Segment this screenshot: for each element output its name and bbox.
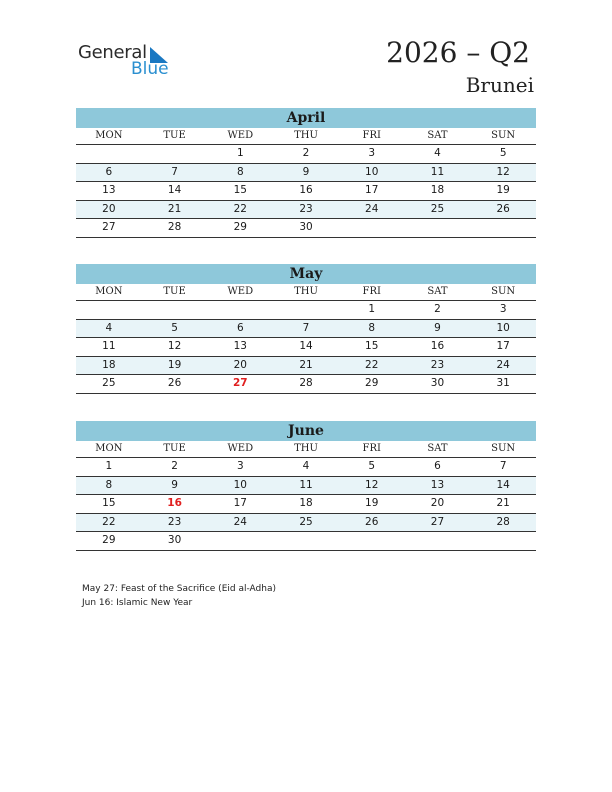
- day-cell: [470, 532, 536, 550]
- day-cell: 19: [496, 184, 510, 196]
- week-row: [76, 301, 536, 320]
- day-cell: 10: [365, 165, 379, 178]
- day-cell: 23: [167, 515, 182, 528]
- day-cell: 23: [430, 358, 445, 371]
- day-cell: 24: [365, 202, 379, 215]
- day-cell: 15: [365, 340, 379, 352]
- month-title: June: [76, 421, 536, 441]
- day-cell: 11: [102, 340, 116, 352]
- day-cell: 4: [105, 321, 113, 334]
- logo-word-blue: Blue: [131, 59, 169, 79]
- weekday-header-row: [76, 128, 536, 145]
- day-cell: 15: [102, 497, 116, 509]
- day-cell: 8: [105, 478, 113, 491]
- day-cell: 2: [171, 460, 178, 472]
- day-cell: 22: [365, 358, 379, 371]
- day-cell: [405, 532, 471, 550]
- weekday-label: WED: [227, 443, 254, 454]
- day-cell: 18: [102, 358, 116, 371]
- day-cell: 12: [167, 340, 182, 352]
- week-row: [76, 495, 536, 514]
- day-cell: 16: [299, 184, 313, 196]
- day-cell: [273, 532, 339, 550]
- holiday-notes: [82, 582, 276, 610]
- weekday-header-row: [76, 284, 536, 301]
- day-cell: 21: [167, 202, 182, 215]
- day-cell: 30: [167, 534, 182, 546]
- week-row: [76, 182, 536, 201]
- weekday-label: SUN: [491, 286, 516, 297]
- logo-word-general: General: [78, 42, 147, 63]
- weekday-label: FRI: [362, 130, 381, 141]
- day-cell: 12: [496, 165, 510, 178]
- weekday-label: WED: [227, 286, 254, 297]
- page-title: 2026 – Q2: [386, 36, 530, 69]
- day-cell: 29: [365, 377, 379, 389]
- day-cell: 9: [171, 478, 178, 491]
- week-row: [76, 477, 536, 496]
- month-calendar-april: [76, 108, 536, 238]
- day-cell: 14: [496, 478, 510, 491]
- week-row: [76, 375, 536, 394]
- day-cell: 24: [496, 358, 510, 371]
- day-cell: [405, 219, 471, 237]
- day-cell: [207, 532, 273, 550]
- month-title: May: [76, 264, 536, 284]
- day-cell: 20: [430, 497, 445, 509]
- day-cell: 16: [167, 497, 182, 509]
- day-cell: 3: [368, 147, 376, 159]
- week-row: [76, 145, 536, 164]
- holiday-note: Jun 16: Islamic New Year: [82, 598, 193, 608]
- day-cell: [76, 301, 142, 319]
- day-cell: 30: [299, 221, 313, 233]
- day-cell: 17: [365, 184, 379, 196]
- day-cell: 2: [302, 147, 310, 159]
- day-cell: 14: [167, 184, 182, 196]
- weekday-label: THU: [294, 443, 318, 454]
- day-cell: [339, 532, 405, 550]
- day-cell: 1: [236, 147, 244, 159]
- day-cell: 29: [233, 221, 247, 233]
- day-cell: 4: [302, 460, 310, 472]
- day-cell: 5: [171, 321, 178, 334]
- day-cell: 28: [496, 515, 510, 528]
- day-cell: 18: [430, 184, 445, 196]
- day-cell: 17: [496, 340, 510, 352]
- day-cell: 9: [434, 321, 441, 334]
- day-cell: 21: [496, 497, 510, 509]
- day-cell: 2: [434, 303, 441, 315]
- week-row: [76, 514, 536, 533]
- day-cell: 8: [236, 165, 244, 178]
- day-cell: 22: [102, 515, 116, 528]
- weekday-label: SUN: [491, 443, 516, 454]
- day-cell: 19: [167, 358, 182, 371]
- holiday-note: May 27: Feast of the Sacrifice (Eid al-Adha): [82, 584, 276, 594]
- day-cell: 13: [430, 478, 445, 491]
- day-cell: 13: [102, 184, 116, 196]
- day-cell: 4: [434, 147, 441, 159]
- day-cell: 15: [233, 184, 247, 196]
- day-cell: 9: [302, 165, 310, 178]
- day-cell: 6: [105, 165, 113, 178]
- weekday-label: SAT: [427, 130, 448, 141]
- day-cell: 25: [299, 515, 313, 528]
- day-cell: 3: [236, 460, 244, 472]
- day-cell: 31: [496, 377, 510, 389]
- week-row: [76, 458, 536, 477]
- day-cell: 20: [233, 358, 247, 371]
- month-title: April: [76, 108, 536, 128]
- weekday-label: MON: [95, 286, 123, 297]
- day-cell: [273, 301, 339, 319]
- day-cell: 10: [496, 321, 510, 334]
- day-cell: 5: [368, 460, 376, 472]
- day-cell: 14: [299, 340, 313, 352]
- day-cell: 3: [499, 303, 507, 315]
- day-cell: [339, 219, 405, 237]
- day-cell: 6: [434, 460, 441, 472]
- day-cell: 22: [233, 202, 247, 215]
- day-cell: 17: [233, 497, 247, 509]
- day-cell: [470, 219, 536, 237]
- day-cell: 1: [105, 460, 113, 472]
- day-cell: 27: [102, 221, 116, 233]
- week-row: [76, 201, 536, 220]
- day-cell: 25: [102, 377, 116, 389]
- weekday-label: THU: [294, 130, 318, 141]
- weekday-header-row: [76, 441, 536, 458]
- weekday-label: SUN: [491, 130, 516, 141]
- week-row: [76, 532, 536, 551]
- week-row: [76, 219, 536, 238]
- day-cell: 23: [299, 202, 313, 215]
- weekday-label: TUE: [163, 130, 186, 141]
- day-cell: 5: [499, 147, 507, 159]
- day-cell: 10: [233, 478, 247, 491]
- day-cell: 25: [430, 202, 445, 215]
- day-cell: 13: [233, 340, 247, 352]
- weekday-label: SAT: [427, 443, 448, 454]
- weekday-label: WED: [227, 130, 254, 141]
- day-cell: 20: [102, 202, 116, 215]
- day-cell: 29: [102, 534, 116, 546]
- weekday-label: FRI: [362, 443, 381, 454]
- week-row: [76, 338, 536, 357]
- day-cell: 7: [171, 165, 178, 178]
- brand-logo: [78, 42, 178, 82]
- weekday-label: TUE: [163, 286, 186, 297]
- day-cell: [142, 301, 208, 319]
- day-cell: 7: [302, 321, 310, 334]
- weekday-label: MON: [95, 443, 123, 454]
- weekday-label: THU: [294, 286, 318, 297]
- day-cell: 24: [233, 515, 247, 528]
- day-cell: 26: [496, 202, 510, 215]
- weekday-label: TUE: [163, 443, 186, 454]
- day-cell: 12: [365, 478, 379, 491]
- day-cell: 28: [299, 377, 313, 389]
- day-cell: [142, 145, 208, 163]
- weekday-label: SAT: [427, 286, 448, 297]
- weekday-label: MON: [95, 130, 123, 141]
- day-cell: 19: [365, 497, 379, 509]
- day-cell: 11: [299, 478, 313, 491]
- day-cell: 1: [368, 303, 376, 315]
- week-row: [76, 164, 536, 183]
- day-cell: 26: [365, 515, 379, 528]
- day-cell: [207, 301, 273, 319]
- country-name: Brunei: [465, 73, 534, 97]
- day-cell: 26: [167, 377, 182, 389]
- weekday-label: FRI: [362, 286, 381, 297]
- day-cell: 8: [368, 321, 376, 334]
- day-cell: 28: [167, 221, 182, 233]
- day-cell: 27: [430, 515, 445, 528]
- week-row: [76, 320, 536, 339]
- day-cell: 27: [232, 377, 248, 389]
- month-calendar-may: [76, 264, 536, 394]
- week-row: [76, 357, 536, 376]
- day-cell: 30: [430, 377, 445, 389]
- day-cell: 18: [299, 497, 313, 509]
- day-cell: [76, 145, 142, 163]
- day-cell: 6: [236, 321, 244, 334]
- day-cell: 21: [299, 358, 313, 371]
- day-cell: 16: [430, 340, 445, 352]
- day-cell: 7: [499, 460, 507, 472]
- month-calendar-june: [76, 421, 536, 551]
- day-cell: 11: [430, 165, 445, 178]
